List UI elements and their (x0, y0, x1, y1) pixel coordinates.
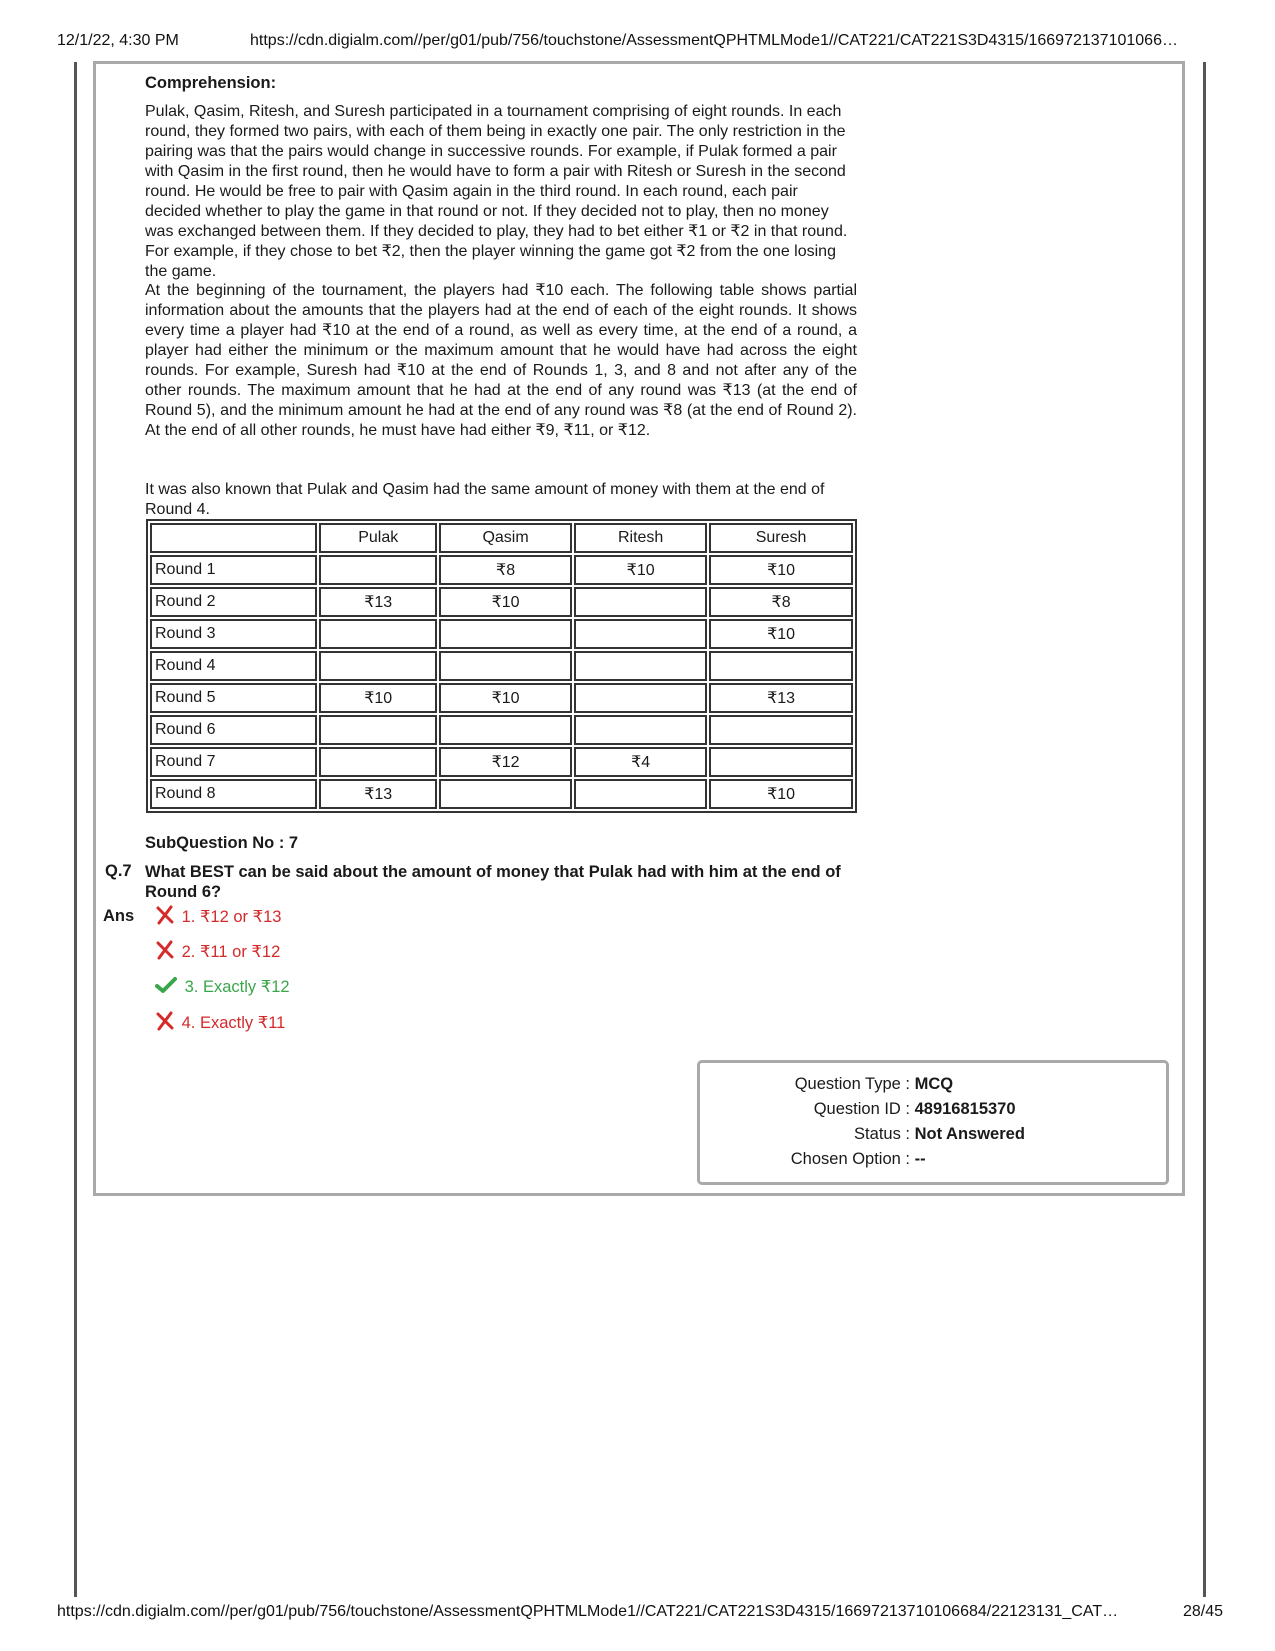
question-number: Q.7 (105, 862, 132, 880)
table-row (150, 587, 853, 617)
table-cell (709, 715, 853, 745)
table-row (150, 619, 853, 649)
table-cell: Round 2 (150, 587, 317, 617)
table-cell (319, 747, 437, 777)
table-header-cell: Qasim (439, 523, 572, 553)
info-question-id: Question ID : 48916815370 (813, 1100, 1016, 1118)
table-row (150, 651, 853, 681)
page-indicator: 28/45 (1183, 1603, 1224, 1620)
table-cell: Round 1 (150, 555, 317, 585)
right-border-line (1203, 62, 1206, 1597)
table-cell: ₹12 (439, 747, 572, 777)
table-cell (439, 715, 572, 745)
table-cell (574, 779, 707, 809)
comprehension-paragraph-3: It was also known that Pulak and Qasim had the same amount of money with them at the end of Round 4. (145, 481, 825, 518)
table-cell: ₹10 (709, 555, 853, 585)
table-cell: ₹13 (319, 587, 437, 617)
table-cell (574, 651, 707, 681)
left-border-line (74, 62, 77, 1597)
table-cell: ₹10 (709, 779, 853, 809)
table-header-cell: Suresh (709, 523, 853, 553)
option-label: 3. Exactly ₹12 (184, 977, 290, 996)
rounds-table (146, 519, 857, 813)
info-chosen-option: Chosen Option : -- (790, 1150, 926, 1168)
comprehension-title: Comprehension: (145, 74, 277, 92)
table-cell (574, 715, 707, 745)
table-header-cell: Pulak (319, 523, 437, 553)
option-label: 2. ₹11 or ₹12 (181, 942, 281, 961)
question-text: What BEST can be said about the amount of money that Pulak had with him at the end of Round 6? (145, 863, 841, 901)
table-cell: ₹4 (574, 747, 707, 777)
table-cell (439, 619, 572, 649)
question-info-box (697, 1060, 1169, 1185)
table-cell: ₹8 (439, 555, 572, 585)
cross-icon (155, 905, 177, 930)
answer-option-2 (155, 940, 280, 965)
table-row (150, 715, 853, 745)
table-cell (574, 683, 707, 713)
table-cell (319, 651, 437, 681)
table-cell (574, 587, 707, 617)
cross-icon (155, 1011, 177, 1036)
table-cell (439, 651, 572, 681)
answer-option-3 (155, 976, 290, 999)
table-cell: Round 5 (150, 683, 317, 713)
table-row (150, 683, 853, 713)
comprehension-paragraph-2: At the beginning of the tournament, the players had ₹10 each. The following table shows partial information about the amounts that the players had at the end of each of the eight rounds. It shows every time a player had ₹10 at the end of a round, as well as every time, at the end of a round, a player had either the minimum or the maximum amount that he would have had across the eight rounds. For example, Suresh had ₹10 at the end of Rounds 1, 3, and 8 and not after any of the other rounds. The maximum amount that he had at the end of any round was ₹13 (at the end of Round 5), and the minimum amount he had at the end of any round was ₹8 (at the end of Round 2). At the end of all other rounds, he must have had either ₹9, ₹11, or ₹12. (145, 282, 857, 439)
print-header-url: https://cdn.digialm.com//per/g01/pub/756/touchstone/AssessmentQPHTMLMode1//CAT221/CAT221S3D4315/166972137101066… (250, 32, 1178, 49)
table-cell (319, 619, 437, 649)
table-cell: ₹10 (319, 683, 437, 713)
table-header-cell (150, 523, 317, 553)
table-cell (319, 555, 437, 585)
subquestion-number: SubQuestion No : 7 (145, 834, 299, 852)
table-cell: Round 3 (150, 619, 317, 649)
table-cell: ₹8 (709, 587, 853, 617)
table-header-cell: Ritesh (574, 523, 707, 553)
table-cell: ₹13 (709, 683, 853, 713)
print-datetime: 12/1/22, 4:30 PM (57, 32, 179, 49)
table-cell: Round 7 (150, 747, 317, 777)
table-cell: Round 8 (150, 779, 317, 809)
table-cell: Round 6 (150, 715, 317, 745)
print-footer-url: https://cdn.digialm.com//per/g01/pub/756/touchstone/AssessmentQPHTMLMode1//CAT221/CAT221S3D4315/16697213710106684/22123131_CAT… (57, 1603, 1119, 1620)
table-cell: ₹10 (709, 619, 853, 649)
answer-option-4 (155, 1011, 285, 1036)
info-status: Status : Not Answered (854, 1125, 1025, 1143)
answer-label: Ans (103, 907, 135, 925)
option-label: 1. ₹12 or ₹13 (181, 907, 282, 926)
comprehension-paragraph-1: Pulak, Qasim, Ritesh, and Suresh participated in a tournament comprising of eight rounds. In each round, they formed two pairs, with each of them being in exactly one pair. The only restriction in the pairing was that the pairs would change in successive rounds. For example, if Pulak formed a pair with Qasim in the first round, then he would have to form a pair with Ritesh or Suresh in the second round. He would be free to pair with Qasim again in the third round. In each round, each pair decided whether to play the game in that round or not. If they decided not to play, then no money was exchanged between them. If they decided to play, they had to bet either ₹1 or ₹2 in that round. For example, if they chose to bet ₹2, then the player winning the game got ₹2 from the one losing the game. (145, 103, 848, 280)
table-cell: Round 4 (150, 651, 317, 681)
cross-icon (155, 940, 177, 965)
table-cell: ₹10 (439, 587, 572, 617)
table-cell: ₹13 (319, 779, 437, 809)
info-question-type: Question Type : MCQ (794, 1075, 954, 1093)
table-row (150, 747, 853, 777)
table-cell (574, 619, 707, 649)
table-cell (319, 715, 437, 745)
table-cell (439, 779, 572, 809)
table-cell (709, 651, 853, 681)
check-icon (155, 976, 180, 999)
answer-option-1 (155, 905, 281, 930)
table-cell: ₹10 (439, 683, 572, 713)
table-row (150, 555, 853, 585)
table-cell (709, 747, 853, 777)
table-row (150, 779, 853, 809)
table-cell: ₹10 (574, 555, 707, 585)
option-label: 4. Exactly ₹11 (181, 1013, 286, 1032)
table-header-row (150, 523, 853, 553)
